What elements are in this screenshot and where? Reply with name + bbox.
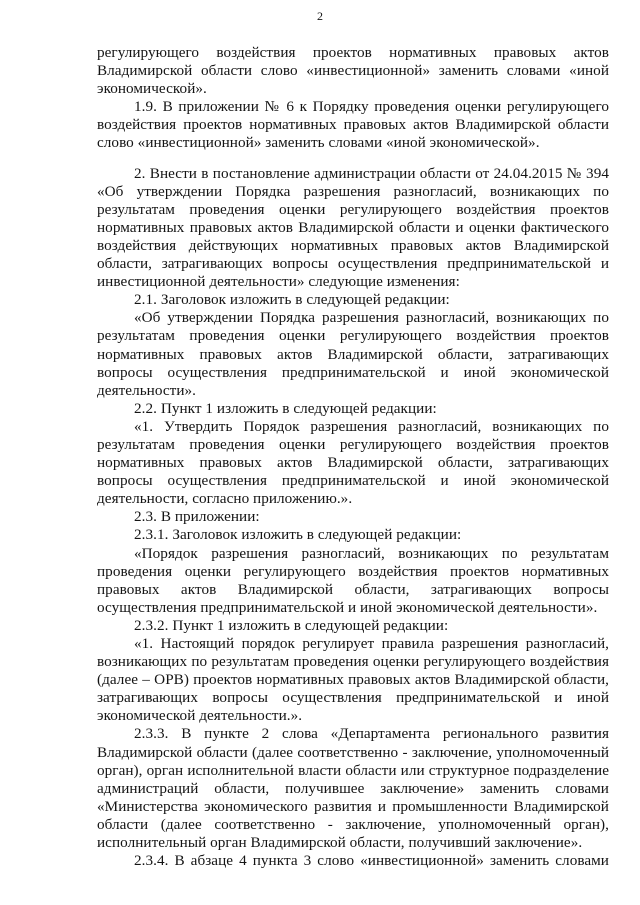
paragraph: 2.2. Пункт 1 изложить в следующей редакции: [134, 399, 437, 417]
paragraph: 2.3.1. Заголовок изложить в следующей редакции: [134, 526, 462, 544]
paragraph: 2.1. Заголовок изложить в следующей редакции: [134, 291, 450, 309]
paragraph: «1. Утвердить Порядок разрешения разногласий, возникающих по результатам проведения оценки регулирующего воздействия проектов нормативных правовых актов Владимирской области, затрагивающих вопросы осуществления предпринимательской и иной экономической деятельности, согласно приложению.». [97, 417, 609, 508]
paragraph: «Об утверждении Порядка разрешения разногласий, возникающих по результатам проведения оценки регулирующего воздействия проектов нормативных правовых актов Владимирской области, затрагивающих вопросы осуществления предпринимательской и иной экономической деятельности». [97, 309, 609, 399]
paragraph: «1. Настоящий порядок регулирует правила разрешения разногласий, возникающих по результатам проведения оценки регулирующего воздействия (далее – ОРВ) проектов нормативных правовых актов Владимирской области, затрагивающих вопросы осуществления предпринимательской и иной экономической деятельности.». [97, 635, 609, 725]
page-number: 2 [317, 9, 323, 23]
paragraph: 2.3.4. В абзаце 4 пункта 3 слово «инвестиционной» заменить словами [134, 852, 609, 870]
paragraph: 2.3.3. В пункте 2 слова «Департамента регионального развития Владимирской области (далее соответственно - заключение, уполномоченный орган), орган исполнительной власти области или структурное подразделение администраций области, получившее заключение» заменить словами «Министерства экономического развития и промышленности Владимирской области (далее соответственно - заключение, уполномоченный орган), исполнительный орган Владимирской области, получивший заключение». [97, 725, 609, 852]
paragraph: «Порядок разрешения разногласий, возникающих по результатам проведения оценки регулирующего воздействия проектов нормативных правовых актов Владимирской области, затрагивающих вопросы осуществления предпринимательской и иной экономической деятельности». [97, 544, 609, 616]
paragraph: 1.9. В приложении № 6 к Порядку проведения оценки регулирующего воздействия проектов нормативных правовых актов Владимирской области слово «инвестиционной» заменить словами «иной экономической». [97, 98, 609, 152]
document-body [97, 44, 609, 870]
paragraph: 2. Внести в постановление администрации области от 24.04.2015 № 394 «Об утверждении Порядка разрешения разногласий, возникающих по результатам проведения оценки регулирующего воздействия проектов нормативных правовых актов Владимирской области и оценки фактического воздействия действующих нормативных правовых актов Владимирской области, затрагивающих вопросы осуществления предпринимательской и инвестиционной деятельности» следующие изменения: [97, 164, 609, 291]
paragraph: 2.3.2. Пункт 1 изложить в следующей редакции: [134, 616, 449, 634]
paragraph: регулирующего воздействия проектов нормативных правовых актов Владимирской области слово «инвестиционной» заменить словами «иной экономической». [97, 44, 609, 98]
paragraph: 2.3. В приложении: [134, 508, 260, 526]
